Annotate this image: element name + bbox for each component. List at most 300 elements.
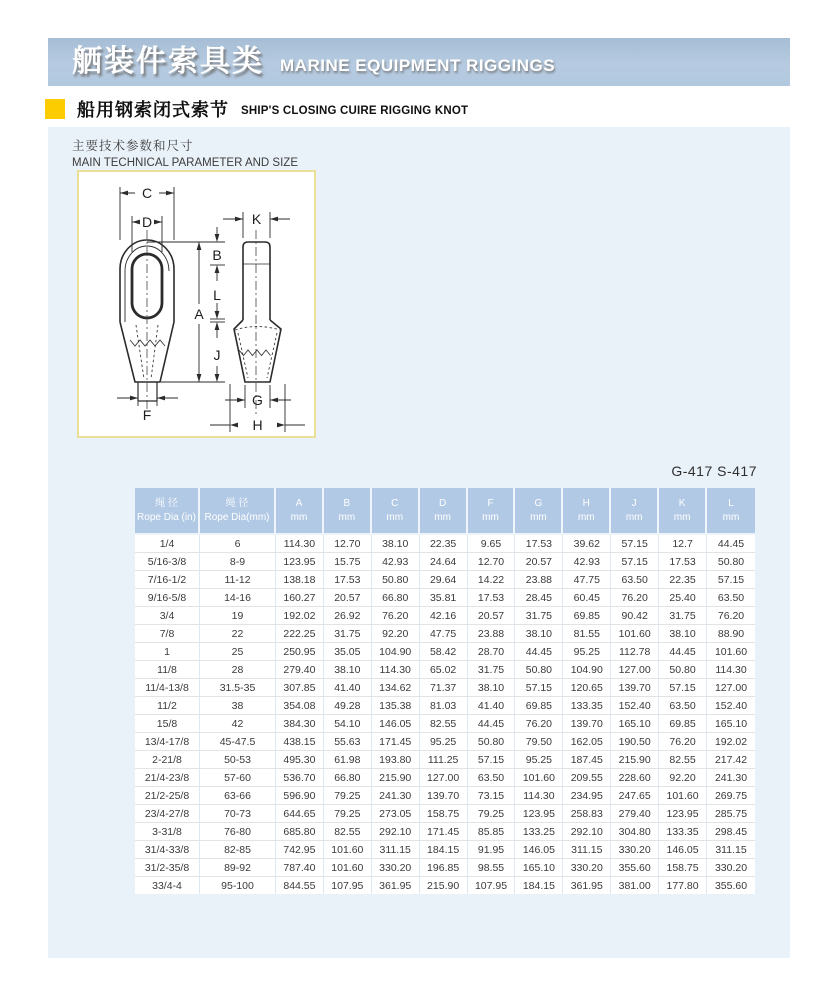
table-cell: 112.78 — [611, 643, 659, 661]
table-row — [135, 859, 755, 877]
table-cell: 22.35 — [420, 535, 468, 553]
table-cell: 31.75 — [515, 607, 563, 625]
table-cell: 79.25 — [324, 787, 372, 805]
table-cell: 50.80 — [707, 553, 755, 571]
table-cell: 11/8 — [135, 661, 200, 679]
table-cell: 152.40 — [707, 697, 755, 715]
column-header: D mm — [420, 488, 468, 535]
table-cell: 92.20 — [372, 625, 420, 643]
table-cell: 42.93 — [563, 553, 611, 571]
table-cell: 273.05 — [372, 805, 420, 823]
table-row — [135, 733, 755, 751]
table-cell: 101.60 — [324, 859, 372, 877]
table-cell: 41.40 — [324, 679, 372, 697]
table-cell: 91.95 — [468, 841, 516, 859]
section-title-english: SHIP'S CLOSING CUIRE RIGGING KNOT — [241, 105, 469, 117]
table-cell: 82.55 — [659, 751, 707, 769]
table-cell: 330.20 — [372, 859, 420, 877]
table-cell: 3-31/8 — [135, 823, 200, 841]
table-cell: 58.42 — [420, 643, 468, 661]
table-cell: 114.30 — [515, 787, 563, 805]
table-cell: 193.80 — [372, 751, 420, 769]
table-cell: 192.02 — [276, 607, 324, 625]
table-cell: 57.15 — [515, 679, 563, 697]
table-cell: 269.75 — [707, 787, 755, 805]
table-cell: 29.64 — [420, 571, 468, 589]
table-cell: 215.90 — [420, 877, 468, 894]
table-cell: 133.35 — [563, 697, 611, 715]
table-cell: 31/2-35/8 — [135, 859, 200, 877]
table-cell: 63.50 — [468, 769, 516, 787]
table-row — [135, 805, 755, 823]
table-cell: 2-21/8 — [135, 751, 200, 769]
table-cell: 101.60 — [659, 787, 707, 805]
table-cell: 192.02 — [707, 733, 755, 751]
table-cell: 23.88 — [468, 625, 516, 643]
table-cell: 38 — [200, 697, 276, 715]
table-cell: 330.20 — [563, 859, 611, 877]
table-cell: 81.03 — [420, 697, 468, 715]
table-cell: 101.60 — [515, 769, 563, 787]
table-cell: 35.81 — [420, 589, 468, 607]
table-cell: 184.15 — [420, 841, 468, 859]
table-cell: 69.85 — [659, 715, 707, 733]
column-header: F mm — [468, 488, 516, 535]
table-cell: 50.80 — [468, 733, 516, 751]
table-row — [135, 625, 755, 643]
table-cell: 47.75 — [420, 625, 468, 643]
table-cell: 38.10 — [372, 535, 420, 553]
table-cell: 787.40 — [276, 859, 324, 877]
table-cell: 76.20 — [372, 607, 420, 625]
table-cell: 89-92 — [200, 859, 276, 877]
table-cell: 50.80 — [372, 571, 420, 589]
column-header: A mm — [276, 488, 324, 535]
table-cell: 138.18 — [276, 571, 324, 589]
table-row — [135, 715, 755, 733]
page-title-english: MARINE EQUIPMENT RIGGINGS — [280, 56, 556, 75]
column-header: J mm — [611, 488, 659, 535]
parameters-heading-english: MAIN TECHNICAL PARAMETER AND SIZE — [72, 157, 298, 169]
table-cell: 31.75 — [659, 607, 707, 625]
table-cell: 107.95 — [468, 877, 516, 894]
dim-label-g: G — [252, 392, 263, 408]
table-cell: 69.85 — [563, 607, 611, 625]
section-title-chinese: 船用钢索闭式索节 — [77, 100, 229, 120]
table-cell: 44.45 — [468, 715, 516, 733]
table-cell: 146.05 — [515, 841, 563, 859]
table-cell: 44.45 — [707, 535, 755, 553]
content-panel — [48, 127, 790, 958]
table-cell: 50.80 — [659, 661, 707, 679]
table-cell: 134.62 — [372, 679, 420, 697]
table-cell: 41.40 — [468, 697, 516, 715]
table-cell: 38.10 — [659, 625, 707, 643]
table-cell: 133.25 — [515, 823, 563, 841]
table-cell: 26.92 — [324, 607, 372, 625]
table-cell: 25.40 — [659, 589, 707, 607]
table-row — [135, 553, 755, 571]
table-cell: 1/4 — [135, 535, 200, 553]
table-row — [135, 877, 755, 894]
table-body — [135, 535, 755, 894]
table-cell: 384.30 — [276, 715, 324, 733]
table-cell: 311.15 — [372, 841, 420, 859]
table-cell: 63.50 — [659, 697, 707, 715]
table-cell: 82.55 — [324, 823, 372, 841]
table-cell: 101.60 — [611, 625, 659, 643]
table-cell: 63-66 — [200, 787, 276, 805]
table-cell: 217.42 — [707, 751, 755, 769]
table-cell: 361.95 — [372, 877, 420, 894]
table-cell: 6 — [200, 535, 276, 553]
dim-label-a: A — [194, 306, 204, 322]
table-cell: 298.45 — [707, 823, 755, 841]
table-cell: 12.7 — [659, 535, 707, 553]
table-cell: 742.95 — [276, 841, 324, 859]
table-cell: 11/2 — [135, 697, 200, 715]
table-cell: 114.30 — [372, 661, 420, 679]
table-cell: 31/4-33/8 — [135, 841, 200, 859]
table-cell: 104.90 — [563, 661, 611, 679]
table-cell: 127.00 — [611, 661, 659, 679]
table-cell: 76.20 — [707, 607, 755, 625]
table-row — [135, 571, 755, 589]
table-cell: 44.45 — [659, 643, 707, 661]
table-cell: 17.53 — [324, 571, 372, 589]
table-cell: 1 — [135, 643, 200, 661]
table-cell: 279.40 — [276, 661, 324, 679]
table-cell: 9.65 — [468, 535, 516, 553]
table-cell: 307.85 — [276, 679, 324, 697]
table-cell: 139.70 — [611, 679, 659, 697]
table-cell: 82.55 — [420, 715, 468, 733]
table-cell: 330.20 — [611, 841, 659, 859]
dim-label-j: J — [213, 347, 221, 363]
table-cell: 81.55 — [563, 625, 611, 643]
table-cell: 285.75 — [707, 805, 755, 823]
parameters-heading — [72, 136, 298, 169]
table-cell: 50.80 — [515, 661, 563, 679]
table-cell: 215.90 — [611, 751, 659, 769]
table-cell: 120.65 — [563, 679, 611, 697]
table-cell: 88.90 — [707, 625, 755, 643]
table-cell: 139.70 — [420, 787, 468, 805]
table-cell: 187.45 — [563, 751, 611, 769]
table-cell: 12.70 — [468, 553, 516, 571]
table-cell: 228.60 — [611, 769, 659, 787]
dim-label-f: F — [142, 407, 152, 423]
table-row — [135, 751, 755, 769]
table-row — [135, 679, 755, 697]
table-cell: 57.15 — [611, 535, 659, 553]
table-row — [135, 535, 755, 553]
table-row — [135, 823, 755, 841]
table-row — [135, 607, 755, 625]
dimension-diagram-box — [77, 170, 316, 438]
table-cell: 101.60 — [707, 643, 755, 661]
column-header: K mm — [659, 488, 707, 535]
model-number-label: G-417 S-417 — [671, 463, 757, 479]
table-row — [135, 841, 755, 859]
table-cell: 215.90 — [372, 769, 420, 787]
spec-table — [135, 488, 755, 894]
table-cell: 17.53 — [515, 535, 563, 553]
table-cell: 21/4-23/8 — [135, 769, 200, 787]
table-cell: 165.10 — [515, 859, 563, 877]
table-cell: 25 — [200, 643, 276, 661]
table-cell: 95.25 — [420, 733, 468, 751]
table-cell: 50-53 — [200, 751, 276, 769]
table-cell: 73.15 — [468, 787, 516, 805]
dim-label-d: D — [141, 214, 153, 230]
table-cell: 165.10 — [707, 715, 755, 733]
table-cell: 495.30 — [276, 751, 324, 769]
table-cell: 57.15 — [611, 553, 659, 571]
table-cell: 190.50 — [611, 733, 659, 751]
table-cell: 63.50 — [707, 589, 755, 607]
table-cell: 279.40 — [611, 805, 659, 823]
table-cell: 38.10 — [515, 625, 563, 643]
table-cell: 95.25 — [515, 751, 563, 769]
table-cell: 292.10 — [563, 823, 611, 841]
table-cell: 127.00 — [707, 679, 755, 697]
table-cell: 304.80 — [611, 823, 659, 841]
table-cell: 15.75 — [324, 553, 372, 571]
table-cell: 66.80 — [324, 769, 372, 787]
table-cell: 158.75 — [420, 805, 468, 823]
table-cell: 61.98 — [324, 751, 372, 769]
table-cell: 596.90 — [276, 787, 324, 805]
column-header: B mm — [324, 488, 372, 535]
table-cell: 3/4 — [135, 607, 200, 625]
column-header: G mm — [515, 488, 563, 535]
table-cell: 95.25 — [563, 643, 611, 661]
dim-label-c: C — [141, 185, 153, 201]
table-cell: 21/2-25/8 — [135, 787, 200, 805]
table-cell: 42.16 — [420, 607, 468, 625]
table-cell: 19 — [200, 607, 276, 625]
table-cell: 146.05 — [659, 841, 707, 859]
column-header: C mm — [372, 488, 420, 535]
table-cell: 31.75 — [324, 625, 372, 643]
table-cell: 15/8 — [135, 715, 200, 733]
table-cell: 241.30 — [707, 769, 755, 787]
table-cell: 35.05 — [324, 643, 372, 661]
table-cell: 17.53 — [659, 553, 707, 571]
table-cell: 14-16 — [200, 589, 276, 607]
table-cell: 5/16-3/8 — [135, 553, 200, 571]
table-cell: 11/4-13/8 — [135, 679, 200, 697]
table-cell: 79.25 — [324, 805, 372, 823]
table-cell: 355.60 — [707, 877, 755, 894]
table-cell: 355.60 — [611, 859, 659, 877]
table-cell: 361.95 — [563, 877, 611, 894]
table-cell: 171.45 — [372, 733, 420, 751]
table-cell: 57.15 — [468, 751, 516, 769]
table-cell: 330.20 — [707, 859, 755, 877]
table-cell: 42.93 — [372, 553, 420, 571]
table-cell: 247.65 — [611, 787, 659, 805]
table-cell: 234.95 — [563, 787, 611, 805]
table-cell: 65.02 — [420, 661, 468, 679]
table-cell: 69.85 — [515, 697, 563, 715]
table-cell: 28 — [200, 661, 276, 679]
table-cell: 258.83 — [563, 805, 611, 823]
table-cell: 76.20 — [611, 589, 659, 607]
table-cell: 13/4-17/8 — [135, 733, 200, 751]
dim-label-k: K — [251, 211, 262, 227]
table-cell: 23.88 — [515, 571, 563, 589]
table-cell: 844.55 — [276, 877, 324, 894]
table-cell: 39.62 — [563, 535, 611, 553]
table-cell: 20.57 — [515, 553, 563, 571]
table-cell: 438.15 — [276, 733, 324, 751]
table-cell: 222.25 — [276, 625, 324, 643]
table-cell: 47.75 — [563, 571, 611, 589]
table-header-row — [135, 488, 755, 535]
dim-label-b: B — [212, 247, 222, 263]
table-cell: 60.45 — [563, 589, 611, 607]
section-heading — [45, 96, 468, 122]
table-cell: 98.55 — [468, 859, 516, 877]
table-cell: 22.35 — [659, 571, 707, 589]
table-cell: 33/4-4 — [135, 877, 200, 894]
table-cell: 38.10 — [468, 679, 516, 697]
table-cell: 160.27 — [276, 589, 324, 607]
table-cell: 114.30 — [707, 661, 755, 679]
table-cell: 11-12 — [200, 571, 276, 589]
table-cell: 644.65 — [276, 805, 324, 823]
table-cell: 114.30 — [276, 535, 324, 553]
parameters-heading-chinese: 主要技术参数和尺寸 — [72, 139, 194, 153]
table-cell: 54.10 — [324, 715, 372, 733]
table-cell: 177.80 — [659, 877, 707, 894]
table-cell: 70-73 — [200, 805, 276, 823]
table-cell: 7/8 — [135, 625, 200, 643]
table-cell: 57-60 — [200, 769, 276, 787]
table-cell: 31.75 — [468, 661, 516, 679]
table-cell: 55.63 — [324, 733, 372, 751]
table-cell: 28.45 — [515, 589, 563, 607]
table-cell: 152.40 — [611, 697, 659, 715]
table-cell: 209.55 — [563, 769, 611, 787]
table-cell: 123.95 — [276, 553, 324, 571]
table-cell: 85.85 — [468, 823, 516, 841]
table-cell: 184.15 — [515, 877, 563, 894]
table-cell: 23/4-27/8 — [135, 805, 200, 823]
table-cell: 42 — [200, 715, 276, 733]
table-cell: 38.10 — [324, 661, 372, 679]
table-row — [135, 643, 755, 661]
table-row — [135, 787, 755, 805]
table-cell: 49.28 — [324, 697, 372, 715]
table-cell: 12.70 — [324, 535, 372, 553]
dimension-diagram — [79, 172, 314, 436]
table-cell: 133.35 — [659, 823, 707, 841]
table-cell: 8-9 — [200, 553, 276, 571]
table-cell: 63.50 — [611, 571, 659, 589]
yellow-bullet-square — [45, 99, 65, 119]
table-cell: 28.70 — [468, 643, 516, 661]
table-cell: 311.15 — [563, 841, 611, 859]
table-cell: 92.20 — [659, 769, 707, 787]
page-title-chinese: 舾装件索具类 — [72, 45, 264, 78]
table-cell: 536.70 — [276, 769, 324, 787]
table-cell: 101.60 — [324, 841, 372, 859]
table-cell: 158.75 — [659, 859, 707, 877]
table-cell: 71.37 — [420, 679, 468, 697]
table-cell: 104.90 — [372, 643, 420, 661]
table-cell: 45-47.5 — [200, 733, 276, 751]
table-cell: 9/16-5/8 — [135, 589, 200, 607]
table-cell: 250.95 — [276, 643, 324, 661]
table-cell: 17.53 — [468, 589, 516, 607]
table-cell: 139.70 — [563, 715, 611, 733]
table-cell: 79.50 — [515, 733, 563, 751]
table-cell: 171.45 — [420, 823, 468, 841]
table-cell: 31.5-35 — [200, 679, 276, 697]
table-cell: 241.30 — [372, 787, 420, 805]
table-cell: 57.15 — [659, 679, 707, 697]
table-cell: 20.57 — [468, 607, 516, 625]
table-cell: 76.20 — [515, 715, 563, 733]
table-cell: 123.95 — [515, 805, 563, 823]
table-cell: 22 — [200, 625, 276, 643]
table-row — [135, 697, 755, 715]
table-cell: 14.22 — [468, 571, 516, 589]
spec-table-wrap — [135, 488, 755, 894]
column-header: L mm — [707, 488, 755, 535]
dim-label-h: H — [252, 417, 263, 433]
column-header: H mm — [563, 488, 611, 535]
table-cell: 95-100 — [200, 877, 276, 894]
table-row — [135, 589, 755, 607]
table-cell: 123.95 — [659, 805, 707, 823]
table-cell: 76.20 — [659, 733, 707, 751]
table-cell: 162.05 — [563, 733, 611, 751]
table-cell: 7/16-1/2 — [135, 571, 200, 589]
dim-label-l: L — [213, 287, 221, 303]
column-header: 绳 径 Rope Dia(mm) — [200, 488, 276, 535]
table-row — [135, 769, 755, 787]
table-cell: 20.57 — [324, 589, 372, 607]
table-cell: 354.08 — [276, 697, 324, 715]
table-cell: 111.25 — [420, 751, 468, 769]
table-cell: 76-80 — [200, 823, 276, 841]
page-title-bar — [48, 38, 790, 86]
table-cell: 196.85 — [420, 859, 468, 877]
table-cell: 107.95 — [324, 877, 372, 894]
table-cell: 311.15 — [707, 841, 755, 859]
table-cell: 82-85 — [200, 841, 276, 859]
table-cell: 24.64 — [420, 553, 468, 571]
table-row — [135, 661, 755, 679]
table-cell: 165.10 — [611, 715, 659, 733]
table-cell: 146.05 — [372, 715, 420, 733]
table-cell: 66.80 — [372, 589, 420, 607]
table-cell: 381.00 — [611, 877, 659, 894]
table-cell: 135.38 — [372, 697, 420, 715]
table-cell: 685.80 — [276, 823, 324, 841]
table-cell: 292.10 — [372, 823, 420, 841]
table-cell: 127.00 — [420, 769, 468, 787]
table-cell: 79.25 — [468, 805, 516, 823]
column-header: 绳 径 Rope Dia (in) — [135, 488, 200, 535]
table-cell: 57.15 — [707, 571, 755, 589]
table-cell: 44.45 — [515, 643, 563, 661]
table-cell: 90.42 — [611, 607, 659, 625]
